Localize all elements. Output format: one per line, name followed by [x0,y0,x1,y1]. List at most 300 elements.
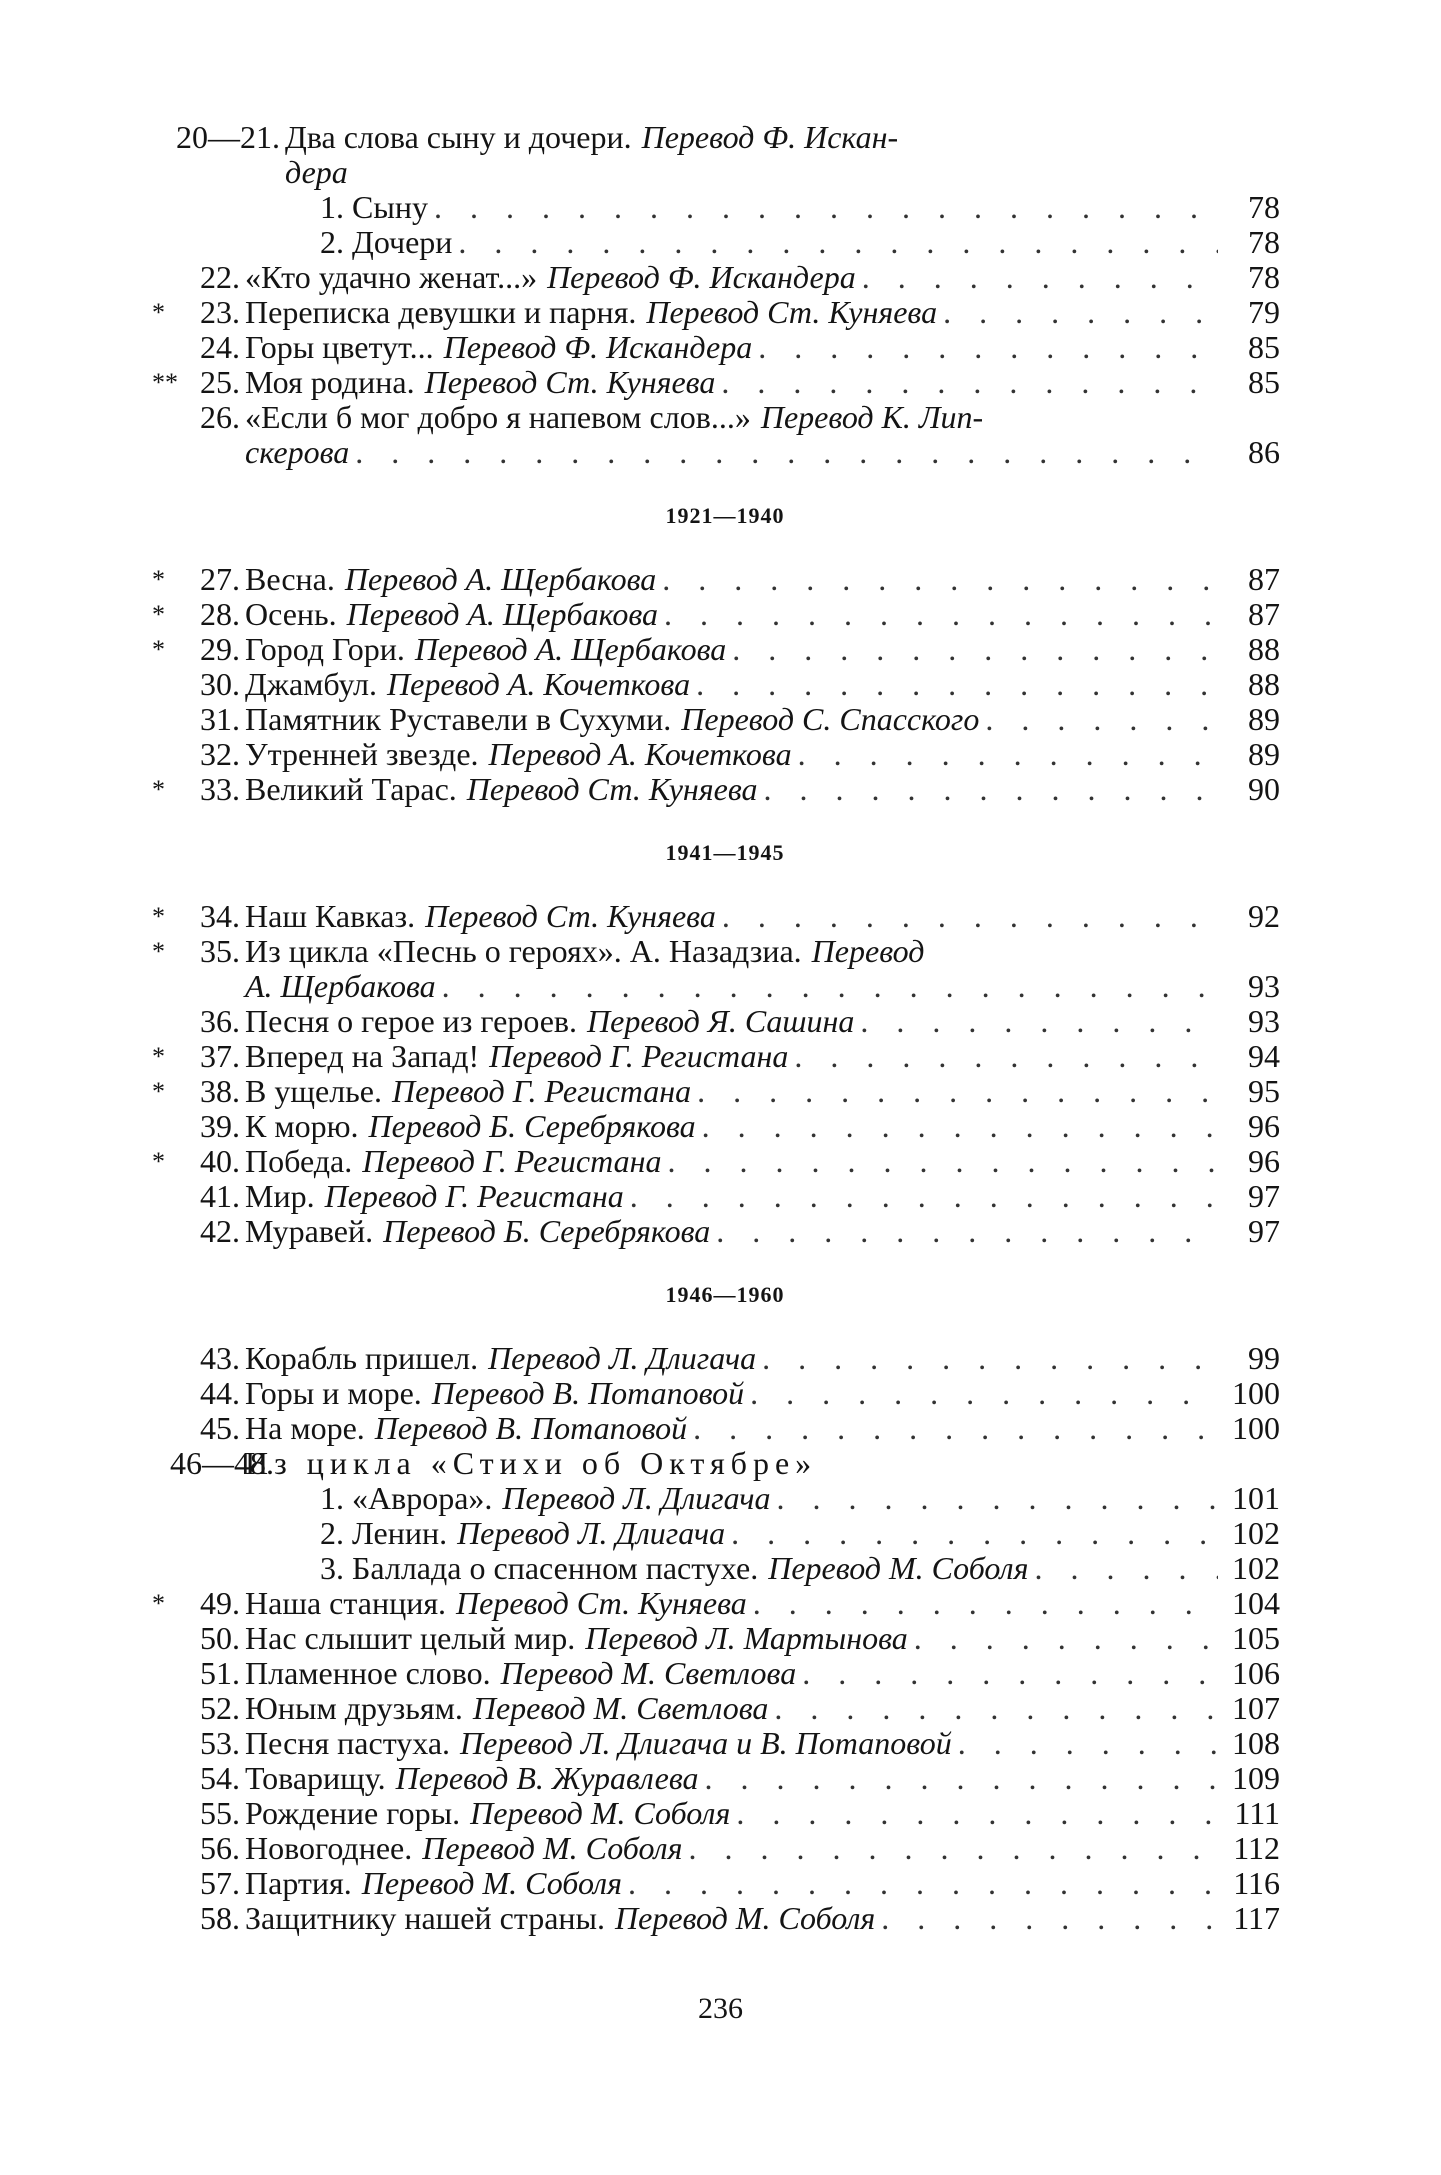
toc-entry [170,1004,1280,1039]
entry-number: 35. [200,933,240,969]
entry-number: 58. [200,1900,240,1936]
entry-page: 86 [1248,434,1280,470]
entry-translator: Перевод А. Щербакова [414,631,727,667]
entry-body [320,225,1280,260]
leader-dots [662,562,1218,597]
entry-translator: Перевод М. Светлова [472,1690,769,1726]
entry-line [245,1761,1280,1796]
entry-title: Муравей. [245,1213,374,1249]
entry-number: 55. [200,1795,240,1831]
entry-page: 102 [1232,1515,1280,1551]
footnote-mark: * [152,902,165,931]
toc-entry [170,400,1280,470]
entry-title: 2. Дочери [320,224,453,260]
entry-number: 50. [200,1620,240,1656]
footnote-mark: ** [152,368,178,397]
entry-translator: Перевод Ф. Искан- [641,119,899,155]
entry-title: 1. «Аврора». [320,1480,493,1516]
entry-title: К морю. [245,1108,359,1144]
entry-page: 85 [1248,329,1280,365]
entry-line [245,1586,1280,1621]
entry-number: 28. [200,596,240,632]
toc-entry [170,1901,1280,1936]
entry-number: 24. [200,329,240,365]
entry-translator: Перевод В. Потаповой [374,1410,688,1446]
leader-dots [705,1761,1218,1796]
entry-title: Весна. [245,561,335,597]
entry-line [245,400,1280,435]
entry-title: Из цикла «Песнь о героях». А. Назадзиа. [245,933,802,969]
entry-page: 89 [1248,736,1280,772]
entry-page: 99 [1248,1340,1280,1376]
leader-dots [750,1376,1218,1411]
footnote-mark: * [152,1589,165,1618]
entry-title: Нас слышит целый мир. [245,1620,576,1656]
entry-line [245,1376,1280,1411]
entry-title: Наша станция. [245,1585,447,1621]
entry-line [245,1726,1280,1761]
entry-page: 79 [1248,294,1280,330]
entry-translator: Перевод Л. Длигача и В. Потаповой [460,1725,952,1761]
leader-dots [758,330,1218,365]
entry-translator: Перевод Б. Серебрякова [383,1213,711,1249]
toc-entry [170,1831,1280,1866]
entry-line [285,155,1280,190]
entry-line [245,1656,1280,1691]
leader-dots [716,1214,1218,1249]
entry-body [245,1214,1280,1249]
entry-line [245,260,1280,295]
entry-line [245,1144,1280,1179]
entry-line [245,1341,1280,1376]
entry-title: Новогоднее. [245,1830,413,1866]
toc-entry [170,737,1280,772]
entry-number: 36. [200,1003,240,1039]
leader-dots [798,737,1218,772]
entry-body [245,1796,1280,1831]
entry-line [245,737,1280,772]
entry-page: 100 [1232,1410,1280,1446]
entry-translator: Перевод Г. Регистана [391,1073,692,1109]
entry-line [245,1214,1280,1249]
leader-dots [732,632,1218,667]
footnote-mark: * [152,1147,165,1176]
entry-page: 78 [1248,224,1280,260]
entry-title: Город Гори. [245,631,405,667]
toc-entry [152,933,1280,1004]
leader-dots [434,190,1218,225]
entry-line [285,120,1280,155]
leader-dots [958,1726,1218,1761]
leader-dots [736,1796,1218,1831]
entry-translator-cont: А. Щербакова [245,968,436,1004]
entry-title: Два слова сыну и дочери. [285,119,632,155]
entry-page: 117 [1233,1900,1280,1936]
entry-body [245,1866,1280,1901]
entry-title: Джамбул. [245,666,378,702]
entry-title: Корабль пришел. [245,1340,479,1376]
footnote-mark: * [152,937,165,966]
entry-number: 40. [200,1143,240,1179]
entry-line [245,969,1280,1004]
entry-line [245,1691,1280,1726]
entry-line [245,1831,1280,1866]
entry-body [320,1551,1280,1586]
entry-body [245,562,1280,597]
entry-line [245,1179,1280,1214]
entry-translator: Перевод Л. Длигача [502,1480,771,1516]
entry-body [245,1691,1280,1726]
entry-body [285,120,1280,190]
entry-body [320,190,1280,225]
entry-title: Переписка девушки и парня. [245,294,637,330]
entry-page: 88 [1248,631,1280,667]
footnote-mark: * [152,1042,165,1071]
leader-dots [696,667,1218,702]
entry-title: Из цикла «Стихи об Октябре» [245,1445,818,1481]
leader-dots [881,1901,1218,1936]
leader-dots [860,1004,1218,1039]
toc-entry [170,1481,1280,1516]
entry-line [245,1109,1280,1144]
entry-page: 106 [1232,1655,1280,1691]
entry-line [245,1411,1280,1446]
entry-line [245,899,1280,934]
leader-dots [1034,1551,1218,1586]
entry-translator: Перевод К. Лип- [760,399,984,435]
entry-page: 93 [1248,968,1280,1004]
entry-page: 109 [1232,1760,1280,1796]
entry-line [245,562,1280,597]
toc-entry [152,1143,1280,1179]
entry-line [245,1446,1280,1481]
toc-entry [170,1109,1280,1144]
entry-translator: Перевод Ст. Куняева [646,294,938,330]
entry-page: 88 [1248,666,1280,702]
footnote-mark: * [152,600,165,629]
entry-page: 116 [1233,1865,1280,1901]
leader-dots [667,1144,1218,1179]
leader-dots [630,1179,1218,1214]
entry-title: Наш Кавказ. [245,898,416,934]
entry-page: 100 [1232,1375,1280,1411]
leader-dots [693,1411,1218,1446]
entry-title: Песня пастуха. [245,1725,451,1761]
entry-title: Памятник Руставели в Сухуми. [245,701,672,737]
entry-body [245,1901,1280,1936]
toc-entry [170,1411,1280,1446]
entry-body [245,1144,1280,1179]
entry-translator: Перевод М. Соболя [422,1830,683,1866]
toc-entry [170,1214,1280,1249]
entry-page: 97 [1248,1178,1280,1214]
entry-number: 31. [200,701,240,737]
entry-number: 44. [200,1375,240,1411]
entry-page: 107 [1232,1690,1280,1726]
entry-number: 20—21. [176,119,280,155]
entry-number: 34. [200,898,240,934]
entry-line [245,330,1280,365]
entry-translator: Перевод М. Соболя [768,1550,1029,1586]
section-heading: 1946—1960 [665,1282,785,1307]
entry-translator: Перевод С. Спасского [681,701,980,737]
entry-page: 87 [1248,561,1280,597]
page-number: 236 [698,1992,743,2025]
entry-body [245,1621,1280,1656]
entry-page: 93 [1248,1003,1280,1039]
entry-translator: Перевод Г. Регистана [324,1178,624,1214]
entry-page: 92 [1248,898,1280,934]
entry-number: 39. [200,1108,240,1144]
toc-entry [170,1446,1280,1481]
leader-dots [794,1039,1218,1074]
toc-entry [170,1656,1280,1691]
entry-page: 112 [1233,1830,1280,1866]
entry-page: 78 [1248,259,1280,295]
entry-line [245,1039,1280,1074]
entry-translator: Перевод А. Щербакова [344,561,657,597]
entry-number: 45. [200,1410,240,1446]
entry-line [245,632,1280,667]
toc-entry [152,596,1280,632]
entry-body [245,934,1280,1004]
entry-translator: Перевод [811,933,925,969]
entry-page: 90 [1248,771,1280,807]
entry-body [320,1481,1280,1516]
toc-entry [170,1796,1280,1831]
leader-dots [702,1109,1218,1144]
entry-page: 108 [1232,1725,1280,1761]
entry-number: 41. [200,1178,240,1214]
entry-number: 53. [200,1725,240,1761]
entry-line [245,1074,1280,1109]
entry-number: 25. [200,364,240,400]
entry-body [245,1341,1280,1376]
leader-dots [762,1341,1218,1376]
entry-translator: Перевод Г. Регистана [362,1143,662,1179]
entry-body [245,772,1280,807]
entry-line [320,190,1280,225]
entry-page: 94 [1248,1038,1280,1074]
entry-number: 54. [200,1760,240,1796]
leader-dots [688,1831,1218,1866]
footnote-mark: * [152,298,165,327]
entry-title: Мир. [245,1178,315,1214]
entry-title: Защитнику нашей страны. [245,1900,606,1936]
entry-line [320,1481,1280,1516]
footnote-mark: * [152,635,165,664]
entry-body [245,1179,1280,1214]
entry-title: «Кто удачно женат...» [245,259,538,295]
entry-page: 95 [1248,1073,1280,1109]
entry-title: Горы и море. [245,1375,422,1411]
entry-line [245,1901,1280,1936]
entry-translator: Перевод Ф. Искандера [547,259,856,295]
entry-title: Горы цветут... [245,329,434,365]
toc-entry [170,1691,1280,1726]
entry-page: 96 [1248,1108,1280,1144]
entry-title: Песня о герое из героев. [245,1003,578,1039]
entry-line [320,1516,1280,1551]
entry-body [245,1039,1280,1074]
entry-title: «Если б мог добро я напевом слов...» [245,399,751,435]
leader-dots [458,225,1218,260]
entry-translator: Перевод Ф. Искандера [443,329,753,365]
leader-dots [985,702,1218,737]
entry-translator: Перевод Г. Регистана [489,1038,789,1074]
entry-body [245,1446,1280,1481]
toc-entry [170,330,1280,365]
entry-translator: Перевод А. Кочеткова [387,666,691,702]
entry-line [245,1621,1280,1656]
entry-body [245,1726,1280,1761]
entry-body [245,400,1280,470]
entry-number: 37. [200,1038,240,1074]
entry-translator: Перевод В. Журавлева [395,1760,699,1796]
leader-dots [776,1481,1218,1516]
toc-entry [152,364,1280,400]
entry-line [245,702,1280,737]
entry-body [245,1656,1280,1691]
toc-entry [170,225,1280,260]
entry-translator: Перевод Ст. Куняева [466,771,758,807]
leader-dots [722,899,1218,934]
entry-translator: Перевод Ст. Куняева [425,898,716,934]
toc-entry [152,561,1280,597]
toc-entry [170,1621,1280,1656]
toc-entry [170,702,1280,737]
entry-translator: Перевод Ст. Куняева [456,1585,747,1621]
entry-line [245,1796,1280,1831]
leader-dots [442,969,1218,1004]
entry-title: 1. Сыну [320,189,428,225]
entry-number: 23. [200,294,240,330]
table-of-contents [152,119,1280,1936]
section-heading: 1941—1945 [665,840,785,865]
entry-translator-cont: скерова [245,434,350,470]
entry-page: 85 [1248,364,1280,400]
leader-dots [697,1074,1218,1109]
entry-line [245,597,1280,632]
leader-dots [753,1586,1218,1621]
entry-translator: Перевод Л. Длигача [488,1340,757,1376]
entry-translator: Перевод М. Соболя [361,1865,622,1901]
entry-body [245,899,1280,934]
entry-body [245,365,1280,400]
entry-number: 32. [200,736,240,772]
entry-title: Рождение горы. [245,1795,461,1831]
entry-number: 27. [200,561,240,597]
entry-title: 3. Баллада о спасенном пастухе. [320,1550,759,1586]
entry-page: 105 [1232,1620,1280,1656]
toc-entry [170,1551,1280,1586]
entry-body [245,632,1280,667]
entry-number: 57. [200,1865,240,1901]
toc-entry [152,294,1280,330]
section-heading: 1921—1940 [665,503,785,528]
entry-body [245,1109,1280,1144]
entry-number: 49. [200,1585,240,1621]
entry-translator: Перевод Я. Сашина [587,1003,855,1039]
leader-dots [774,1691,1218,1726]
footnote-mark: * [152,775,165,804]
entry-line [320,1551,1280,1586]
entry-title: Товарищу. [245,1760,386,1796]
entry-number: 43. [200,1340,240,1376]
footnote-mark: * [152,565,165,594]
entry-line [245,365,1280,400]
entry-translator: Перевод Л. Мартынова [585,1620,908,1656]
entry-body [245,330,1280,365]
entry-line [245,772,1280,807]
entry-number: 42. [200,1213,240,1249]
entry-number: 33. [200,771,240,807]
leader-dots [943,295,1218,330]
toc-entry [152,1585,1280,1621]
toc-entry [170,190,1280,225]
entry-line [245,435,1280,470]
entry-body [245,1761,1280,1796]
toc-entry [170,1761,1280,1796]
entry-body [245,597,1280,632]
entry-page: 111 [1234,1795,1280,1831]
entry-translator: Перевод М. Светлова [500,1655,797,1691]
leader-dots [721,365,1218,400]
toc-entry [170,1726,1280,1761]
entry-title: Партия. [245,1865,352,1901]
entry-title: Победа. [245,1143,353,1179]
toc-entry [170,1516,1280,1551]
leader-dots [764,772,1218,807]
entry-number: 22. [200,259,240,295]
entry-number: 56. [200,1830,240,1866]
entry-body [245,260,1280,295]
entry-line [245,295,1280,330]
entry-body [245,1831,1280,1866]
entry-title: В ущелье. [245,1073,382,1109]
entry-number: 29. [200,631,240,667]
entry-title: 2. Ленин. [320,1515,448,1551]
entry-page: 101 [1232,1480,1280,1516]
toc-entry [170,120,1280,190]
entry-page: 102 [1232,1550,1280,1586]
toc-entry [152,631,1280,667]
entry-page: 104 [1232,1585,1280,1621]
entry-translator: Перевод А. Кочеткова [488,736,792,772]
toc-entry [170,260,1280,295]
entry-title: Вперед на Запад! [245,1038,480,1074]
entry-title: Моя родина. [245,364,415,400]
toc-entry [152,771,1280,807]
entry-line [320,225,1280,260]
entry-title: Осень. [245,596,337,632]
entry-page: 87 [1248,596,1280,632]
entry-body [245,667,1280,702]
leader-dots [802,1656,1218,1691]
leader-dots [914,1621,1218,1656]
entry-number: 26. [200,399,240,435]
entry-body [245,295,1280,330]
toc-entry [170,1376,1280,1411]
entry-page: 96 [1248,1143,1280,1179]
entry-body [245,737,1280,772]
toc-entry [152,1073,1280,1109]
entry-translator-cont: дера [285,154,348,190]
leader-dots [628,1866,1218,1901]
entry-title: Пламенное слово. [245,1655,491,1691]
leader-dots [664,597,1218,632]
entry-translator: Перевод Л. Длигача [457,1515,726,1551]
